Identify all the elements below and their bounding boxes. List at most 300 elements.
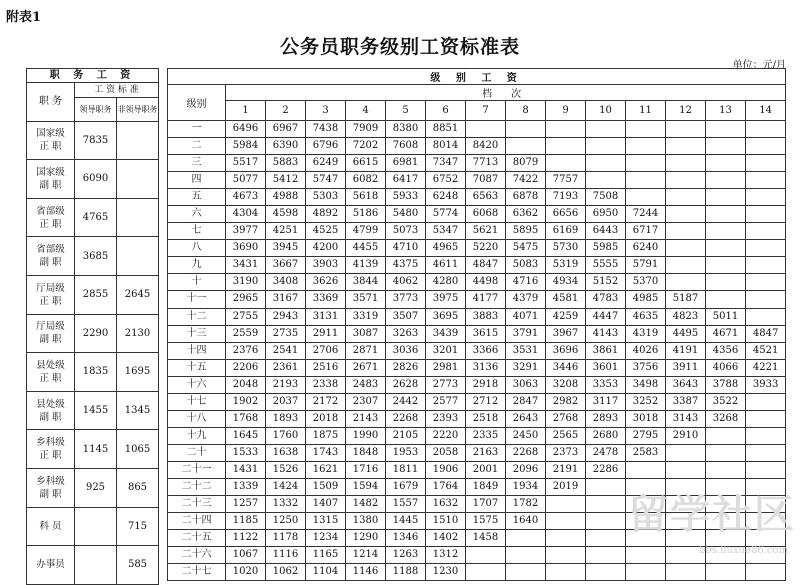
annex-label: 附表1: [6, 10, 42, 25]
salary-cell: [506, 530, 546, 547]
salary-cell: 2307: [346, 393, 386, 410]
salary-cell: 1104: [306, 564, 346, 581]
salary-cell: [626, 155, 666, 172]
position-salary-rows: [27, 121, 159, 584]
salary-cell: 2768: [546, 410, 586, 427]
salary-cell: 7438: [306, 121, 346, 138]
salary-cell: 5480: [386, 206, 426, 223]
salary-cell: 1116: [266, 547, 306, 564]
salary-cell: 3756: [626, 359, 666, 376]
salary-cell: [706, 461, 746, 478]
salary-cell: 6615: [346, 155, 386, 172]
salary-cell: 5073: [386, 223, 426, 240]
salary-cell: 1679: [386, 478, 426, 495]
salary-cell: [746, 308, 786, 325]
salary-cell: 1533: [226, 444, 266, 461]
salary-cell: 1638: [266, 444, 306, 461]
leader-column-header: 领导职务: [75, 98, 117, 121]
salary-cell: 8851: [426, 121, 466, 138]
salary-cell: 3643: [666, 376, 706, 393]
salary-cell: 4635: [626, 308, 666, 325]
salary-cell: 2442: [386, 393, 426, 410]
salary-cell: [546, 496, 586, 513]
salary-cell: 3695: [426, 308, 466, 325]
salary-cell: 3087: [346, 325, 386, 342]
salary-cell: 2376: [226, 342, 266, 359]
salary-cell: 1594: [346, 478, 386, 495]
salary-standard-header: 工 资 标 准: [75, 83, 159, 98]
salary-cell: 5475: [506, 240, 546, 257]
salary-cell: 2478: [586, 444, 626, 461]
salary-cell: 5186: [346, 206, 386, 223]
salary-cell: 1934: [506, 478, 546, 495]
grade-cell: 八: [168, 240, 226, 257]
unit-label: 单位：元/月: [732, 60, 786, 71]
salary-cell: 7193: [546, 189, 586, 206]
salary-cell: 4177: [466, 291, 506, 308]
salary-cell: 1346: [386, 530, 426, 547]
salary-cell: [746, 274, 786, 291]
salary-cell: 1557: [386, 496, 426, 513]
nonleader-salary-cell: 1065: [117, 430, 159, 469]
salary-cell: [746, 444, 786, 461]
salary-cell: [666, 564, 706, 581]
salary-cell: 3667: [266, 257, 306, 274]
position-row: [27, 430, 159, 469]
salary-cell: [546, 513, 586, 530]
salary-cell: [746, 410, 786, 427]
salary-cell: 1263: [386, 547, 426, 564]
salary-cell: [626, 461, 666, 478]
salary-cell: 3018: [626, 410, 666, 427]
grade-row: [168, 393, 786, 410]
salary-cell: 3977: [226, 223, 266, 240]
salary-cell: 3268: [706, 410, 746, 427]
salary-cell: 5370: [626, 274, 666, 291]
salary-cell: [586, 496, 626, 513]
salary-cell: 5220: [466, 240, 506, 257]
salary-cell: 4611: [426, 257, 466, 274]
salary-cell: 4934: [546, 274, 586, 291]
grade-row: [168, 291, 786, 308]
position-row: [27, 275, 159, 314]
grade-cell: 二十七: [168, 564, 226, 581]
salary-cell: 1234: [306, 530, 346, 547]
salary-cell: 3903: [306, 257, 346, 274]
salary-cell: 5984: [226, 138, 266, 155]
salary-cell: 1407: [306, 496, 346, 513]
salary-cell: 3446: [546, 359, 586, 376]
salary-cell: 2795: [626, 427, 666, 444]
salary-cell: 4710: [386, 240, 426, 257]
nonleader-salary-cell: [117, 121, 159, 160]
salary-cell: 1290: [346, 530, 386, 547]
salary-cell: [586, 564, 626, 581]
salary-cell: 6417: [386, 172, 426, 189]
salary-cell: 5555: [586, 257, 626, 274]
salary-cell: [706, 189, 746, 206]
salary-cell: 5791: [626, 257, 666, 274]
salary-cell: 5621: [466, 223, 506, 240]
salary-cell: [746, 291, 786, 308]
salary-cell: 2361: [266, 359, 306, 376]
salary-cell: 2143: [346, 410, 386, 427]
grade-row: [168, 206, 786, 223]
salary-cell: 4847: [746, 325, 786, 342]
salary-cell: 5077: [226, 172, 266, 189]
salary-cell: 3291: [506, 359, 546, 376]
salary-cell: 6796: [306, 138, 346, 155]
salary-cell: 8079: [506, 155, 546, 172]
salary-cell: 1020: [226, 564, 266, 581]
step-number-cell: 10: [586, 101, 626, 121]
position-salary-table: [26, 68, 159, 585]
salary-cell: 2268: [506, 444, 546, 461]
salary-cell: [706, 223, 746, 240]
salary-cell: 3408: [266, 274, 306, 291]
salary-cell: [466, 121, 506, 138]
salary-cell: 4143: [586, 325, 626, 342]
salary-cell: 2286: [586, 461, 626, 478]
salary-cell: 4598: [266, 206, 306, 223]
salary-cell: [626, 189, 666, 206]
step-number-cell: 13: [706, 101, 746, 121]
leader-salary-cell: 925: [75, 468, 117, 507]
salary-cell: 3975: [426, 291, 466, 308]
salary-cell: 4447: [586, 308, 626, 325]
nonleader-salary-cell: [117, 198, 159, 237]
salary-cell: 2918: [466, 376, 506, 393]
salary-cell: 1122: [226, 530, 266, 547]
salary-cell: 4521: [746, 342, 786, 359]
salary-cell: 6082: [346, 172, 386, 189]
salary-cell: 1214: [346, 547, 386, 564]
salary-cell: [586, 138, 626, 155]
salary-cell: 1782: [506, 496, 546, 513]
nonleader-salary-cell: 585: [117, 546, 159, 585]
grade-cell: 一: [168, 121, 226, 138]
salary-cell: 4379: [506, 291, 546, 308]
salary-cell: 3190: [226, 274, 266, 291]
salary-cell: 2643: [506, 410, 546, 427]
salary-cell: 1062: [266, 564, 306, 581]
salary-cell: 1526: [266, 461, 306, 478]
salary-cell: 1811: [386, 461, 426, 478]
salary-cell: 7909: [346, 121, 386, 138]
salary-cell: 2583: [626, 444, 666, 461]
salary-cell: 4716: [506, 274, 546, 291]
rank-cell: 科 员: [27, 507, 75, 546]
salary-cell: 6496: [226, 121, 266, 138]
salary-cell: 3967: [546, 325, 586, 342]
salary-cell: 5083: [506, 257, 546, 274]
step-number-cell: 8: [506, 101, 546, 121]
salary-cell: 3131: [306, 308, 346, 325]
salary-cell: [706, 172, 746, 189]
salary-cell: 7347: [426, 155, 466, 172]
grade-row: [168, 274, 786, 291]
salary-cell: 3387: [666, 393, 706, 410]
watermark-url: bbs.liuxue86.com: [699, 545, 788, 556]
leader-salary-cell: 1145: [75, 430, 117, 469]
salary-cell: 4671: [706, 325, 746, 342]
salary-cell: 1645: [226, 427, 266, 444]
grade-cell: 二十五: [168, 530, 226, 547]
salary-cell: 1632: [426, 496, 466, 513]
leader-salary-cell: 1455: [75, 391, 117, 430]
salary-cell: 4495: [666, 325, 706, 342]
salary-cell: [746, 121, 786, 138]
grade-row: [168, 308, 786, 325]
salary-cell: 4356: [706, 342, 746, 359]
salary-cell: 2981: [426, 359, 466, 376]
salary-cell: [746, 564, 786, 581]
salary-cell: 2105: [386, 427, 426, 444]
grade-cell: 九: [168, 257, 226, 274]
salary-cell: 3143: [666, 410, 706, 427]
grade-cell: 三: [168, 155, 226, 172]
salary-cell: 1380: [346, 513, 386, 530]
leader-salary-cell: 2855: [75, 275, 117, 314]
salary-cell: 4026: [626, 342, 666, 359]
salary-cell: 2220: [426, 427, 466, 444]
salary-cell: [746, 427, 786, 444]
grade-salary-header: 级 别 工 资: [168, 69, 786, 85]
salary-cell: 5303: [306, 189, 346, 206]
grade-cell: 十五: [168, 359, 226, 376]
salary-cell: 1640: [506, 513, 546, 530]
salary-cell: 4319: [626, 325, 666, 342]
salary-cell: [546, 155, 586, 172]
rank-cell: 国家级 副 职: [27, 160, 75, 199]
salary-cell: 2847: [506, 393, 546, 410]
salary-cell: 1849: [466, 478, 506, 495]
salary-cell: 2826: [386, 359, 426, 376]
salary-cell: [506, 121, 546, 138]
salary-cell: 1257: [226, 496, 266, 513]
salary-cell: 5895: [506, 223, 546, 240]
salary-cell: 3252: [626, 393, 666, 410]
salary-cell: 5152: [586, 274, 626, 291]
grade-cell: 十四: [168, 342, 226, 359]
nonleader-salary-cell: 865: [117, 468, 159, 507]
position-salary-header: 职 务 工 资: [27, 69, 159, 83]
nonleader-salary-cell: 2645: [117, 275, 159, 314]
salary-cell: 2965: [226, 291, 266, 308]
grade-cell: 二十三: [168, 496, 226, 513]
rank-cell: 乡科级 正 职: [27, 430, 75, 469]
salary-cell: 3319: [346, 308, 386, 325]
salary-cell: [706, 257, 746, 274]
salary-cell: 1458: [466, 530, 506, 547]
salary-cell: 6878: [506, 189, 546, 206]
salary-cell: 5883: [266, 155, 306, 172]
salary-cell: 2871: [346, 342, 386, 359]
position-row: [27, 507, 159, 546]
grade-cell: 六: [168, 206, 226, 223]
salary-cell: 2559: [226, 325, 266, 342]
salary-cell: 6390: [266, 138, 306, 155]
salary-cell: 7422: [506, 172, 546, 189]
salary-cell: 6717: [626, 223, 666, 240]
grade-cell: 二十六: [168, 547, 226, 564]
salary-cell: 2373: [546, 444, 586, 461]
salary-cell: [706, 444, 746, 461]
salary-cell: [706, 206, 746, 223]
salary-cell: 7202: [346, 138, 386, 155]
salary-cell: 2943: [266, 308, 306, 325]
leader-salary-cell: 6090: [75, 160, 117, 199]
grade-row: [168, 257, 786, 274]
grade-row: [168, 342, 786, 359]
salary-cell: 3531: [506, 342, 546, 359]
grade-cell: 十九: [168, 427, 226, 444]
salary-cell: 3498: [626, 376, 666, 393]
salary-cell: 2483: [346, 376, 386, 393]
grade-cell: 十七: [168, 393, 226, 410]
salary-cell: [466, 564, 506, 581]
salary-cell: 4375: [386, 257, 426, 274]
grade-cell: 二: [168, 138, 226, 155]
salary-cell: 5011: [706, 308, 746, 325]
salary-cell: [586, 513, 626, 530]
salary-cell: [746, 138, 786, 155]
salary-cell: 6068: [466, 206, 506, 223]
salary-cell: 2450: [506, 427, 546, 444]
salary-cell: 2680: [586, 427, 626, 444]
salary-cell: 5985: [586, 240, 626, 257]
salary-cell: 2735: [266, 325, 306, 342]
salary-cell: 6443: [586, 223, 626, 240]
step-header: 档 次: [226, 85, 786, 101]
salary-cell: 2019: [546, 478, 586, 495]
salary-cell: [666, 138, 706, 155]
salary-cell: 8380: [386, 121, 426, 138]
salary-cell: 3788: [706, 376, 746, 393]
grade-row: [168, 376, 786, 393]
position-row: [27, 121, 159, 160]
salary-cell: 3353: [586, 376, 626, 393]
salary-cell: 2671: [346, 359, 386, 376]
salary-cell: 1165: [306, 547, 346, 564]
salary-cell: 1482: [346, 496, 386, 513]
nonleader-salary-cell: 1695: [117, 353, 159, 392]
job-column-header: 职 务: [27, 83, 75, 122]
salary-cell: 7508: [586, 189, 626, 206]
salary-cell: 1315: [306, 513, 346, 530]
salary-cell: 3945: [266, 240, 306, 257]
rank-cell: 办事员: [27, 546, 75, 585]
grade-row: [168, 325, 786, 342]
leader-salary-cell: [75, 546, 117, 585]
position-row: [27, 353, 159, 392]
salary-cell: 1760: [266, 427, 306, 444]
salary-cell: 2163: [466, 444, 506, 461]
salary-cell: 2565: [546, 427, 586, 444]
position-row: [27, 237, 159, 276]
step-number-cell: 2: [266, 101, 306, 121]
salary-cell: [746, 461, 786, 478]
rank-cell: 乡科级 副 职: [27, 468, 75, 507]
salary-cell: 1312: [426, 547, 466, 564]
salary-cell: [666, 274, 706, 291]
salary-cell: [546, 530, 586, 547]
salary-cell: 4066: [706, 359, 746, 376]
salary-cell: 1743: [306, 444, 346, 461]
grade-row: [168, 564, 786, 581]
step-number-cell: 3: [306, 101, 346, 121]
grade-cell: 七: [168, 223, 226, 240]
grade-row: [168, 410, 786, 427]
rank-cell: 县处级 副 职: [27, 391, 75, 430]
salary-cell: 7087: [466, 172, 506, 189]
salary-cell: 4525: [306, 223, 346, 240]
salary-cell: [706, 240, 746, 257]
salary-cell: 3601: [586, 359, 626, 376]
grade-row: [168, 240, 786, 257]
salary-cell: 4259: [546, 308, 586, 325]
salary-cell: 1990: [346, 427, 386, 444]
salary-cell: [506, 138, 546, 155]
salary-cell: 1893: [266, 410, 306, 427]
salary-cell: 2982: [546, 393, 586, 410]
rank-cell: 县处级 正 职: [27, 353, 75, 392]
salary-cell: 7713: [466, 155, 506, 172]
grade-column-header: 级别: [168, 85, 226, 121]
leader-salary-cell: 1835: [75, 353, 117, 392]
rank-cell: 厅局级 副 职: [27, 314, 75, 353]
salary-cell: 5319: [546, 257, 586, 274]
salary-cell: [706, 155, 746, 172]
salary-cell: [666, 444, 706, 461]
page-title: 公务员职务级别工资标准表: [279, 36, 520, 58]
salary-cell: [586, 121, 626, 138]
nonleader-column-header: 非领导职务: [117, 98, 159, 121]
nonleader-salary-cell: [117, 160, 159, 199]
salary-cell: 1445: [386, 513, 426, 530]
salary-cell: 1953: [386, 444, 426, 461]
salary-cell: 3439: [426, 325, 466, 342]
salary-cell: 1509: [306, 478, 346, 495]
salary-cell: 1424: [266, 478, 306, 495]
salary-cell: [626, 547, 666, 564]
salary-cell: 4139: [346, 257, 386, 274]
salary-cell: [706, 138, 746, 155]
salary-cell: 4985: [626, 291, 666, 308]
salary-cell: 2096: [506, 461, 546, 478]
salary-cell: 1250: [266, 513, 306, 530]
salary-cell: 3615: [466, 325, 506, 342]
salary-cell: 7244: [626, 206, 666, 223]
grade-cell: 二十二: [168, 478, 226, 495]
salary-cell: 1707: [466, 496, 506, 513]
salary-cell: 5618: [346, 189, 386, 206]
leader-salary-cell: 2290: [75, 314, 117, 353]
salary-cell: 2338: [306, 376, 346, 393]
grade-cell: 十六: [168, 376, 226, 393]
leader-salary-cell: 7835: [75, 121, 117, 160]
salary-cell: 6362: [506, 206, 546, 223]
salary-cell: [706, 427, 746, 444]
salary-cell: 3883: [466, 308, 506, 325]
rank-cell: 省部级 正 职: [27, 198, 75, 237]
salary-cell: 1178: [266, 530, 306, 547]
salary-cell: [746, 189, 786, 206]
salary-cell: 1230: [426, 564, 466, 581]
salary-cell: 1848: [346, 444, 386, 461]
salary-cell: 1902: [226, 393, 266, 410]
grade-row: [168, 359, 786, 376]
